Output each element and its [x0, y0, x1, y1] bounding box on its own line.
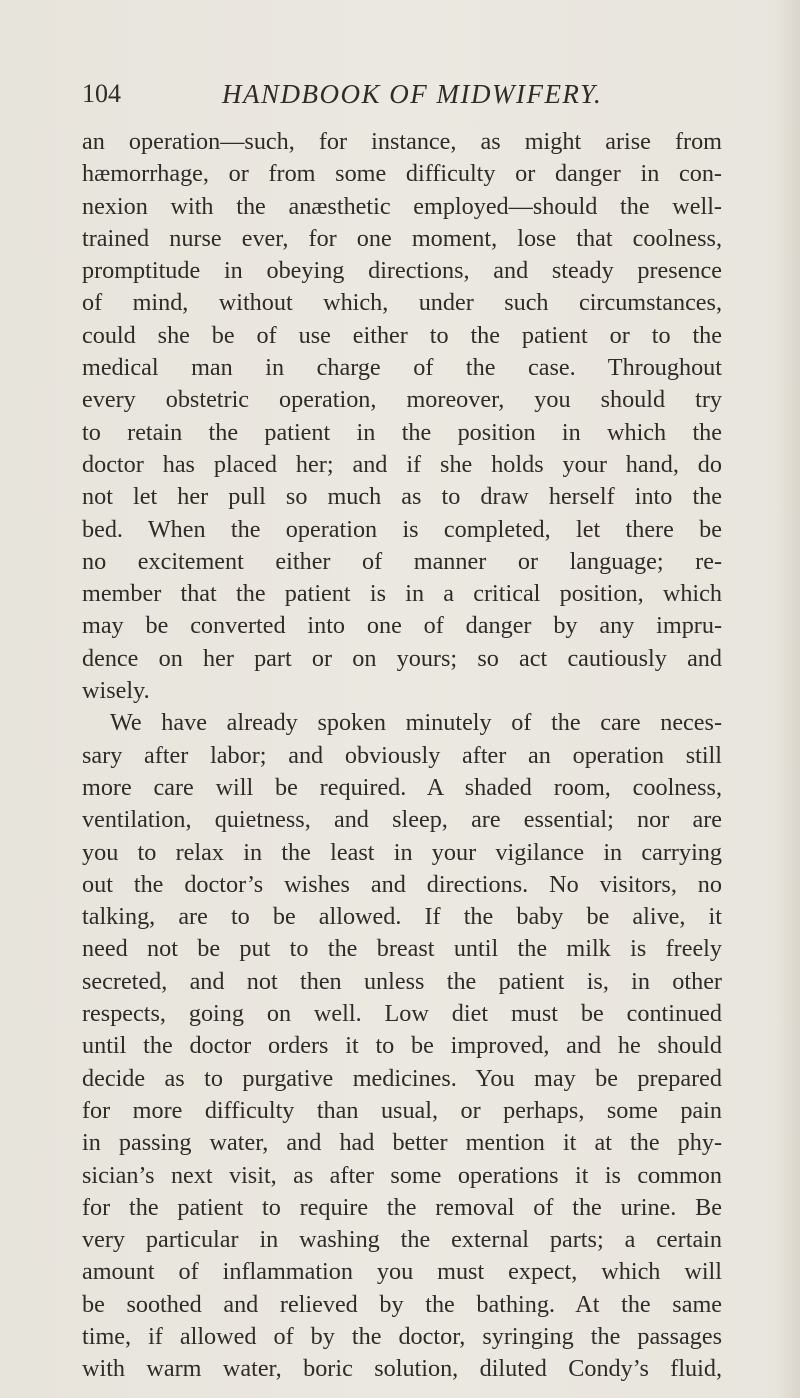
text-line: more care will be required. A shaded room, coolness, [82, 773, 722, 801]
text-line: We have already spoken minutely of the care neces- [110, 709, 722, 737]
text-line: every obstetric operation, moreover, you should try [82, 386, 722, 414]
text-line: secreted, and not then unless the patient is, in other [82, 967, 722, 995]
text-line: sician’s next visit, as after some operations it is common [82, 1161, 722, 1189]
text-line: could she be of use either to the patient or to the [82, 321, 722, 349]
text-line: out the doctor’s wishes and directions. No visitors, no [82, 870, 722, 898]
text-line: trained nurse ever, for one moment, lose that coolness, [82, 224, 722, 252]
body-text [82, 126, 722, 1386]
text-line: promptitude in obeying directions, and steady presence [82, 257, 722, 285]
text-line: no excitement either of manner or language; re- [82, 547, 722, 575]
page-header [82, 79, 722, 113]
text-line: for the patient to require the removal of the urine. Be [82, 1193, 722, 1221]
text-line: dence on her part or on yours; so act cautiously and [82, 644, 722, 672]
text-line: decide as to purgative medicines. You may be prepared [82, 1064, 722, 1092]
text-line: talking, are to be allowed. If the baby be alive, it [82, 903, 722, 931]
text-line: bed. When the operation is completed, let there be [82, 515, 722, 543]
text-line: medical man in charge of the case. Throughout [82, 354, 722, 382]
text-line: very particular in washing the external parts; a certain [82, 1226, 722, 1254]
text-line: doctor has placed her; and if she holds your hand, do [82, 450, 722, 478]
text-line: to retain the patient in the position in which the [82, 418, 722, 446]
text-line: an operation—such, for instance, as might arise from [82, 128, 722, 155]
text-line: in passing water, and had better mention it at the phy- [82, 1129, 722, 1157]
text-line: amount of inflammation you must expect, which will [82, 1258, 722, 1286]
text-line: ventilation, quietness, and sleep, are essential; nor are [82, 806, 722, 834]
page-edge-shadow [776, 0, 800, 1398]
text-line: with warm water, boric solution, diluted Condy’s fluid, [82, 1355, 722, 1383]
text-line: member that the patient is in a critical position, which [82, 580, 722, 608]
text-line: until the doctor orders it to be improved, and he should [82, 1032, 722, 1060]
text-line: may be converted into one of danger by any impru- [82, 612, 722, 640]
text-line: you to relax in the least in your vigilance in carrying [82, 838, 722, 866]
text-line: for more difficulty than usual, or perhaps, some pain [82, 1096, 722, 1124]
text-line: wisely. [82, 677, 150, 705]
page-number: 104 [82, 79, 121, 108]
text-line: of mind, without which, under such circumstances, [82, 289, 722, 317]
running-title: HANDBOOK OF MIDWIFERY. [222, 79, 603, 109]
text-line: not let her pull so much as to draw herself into the [82, 483, 722, 511]
text-line: nexion with the anæsthetic employed—should the well- [82, 192, 722, 220]
text-line: be soothed and relieved by the bathing. At the same [82, 1290, 722, 1318]
text-line: respects, going on well. Low diet must be continued [82, 1000, 722, 1028]
text-line: time, if allowed of by the doctor, syringing the passages [82, 1322, 722, 1350]
text-line: need not be put to the breast until the milk is freely [82, 935, 722, 963]
text-line: sary after labor; and obviously after an operation still [82, 741, 722, 769]
text-line: hæmorrhage, or from some difficulty or danger in con- [82, 160, 722, 188]
